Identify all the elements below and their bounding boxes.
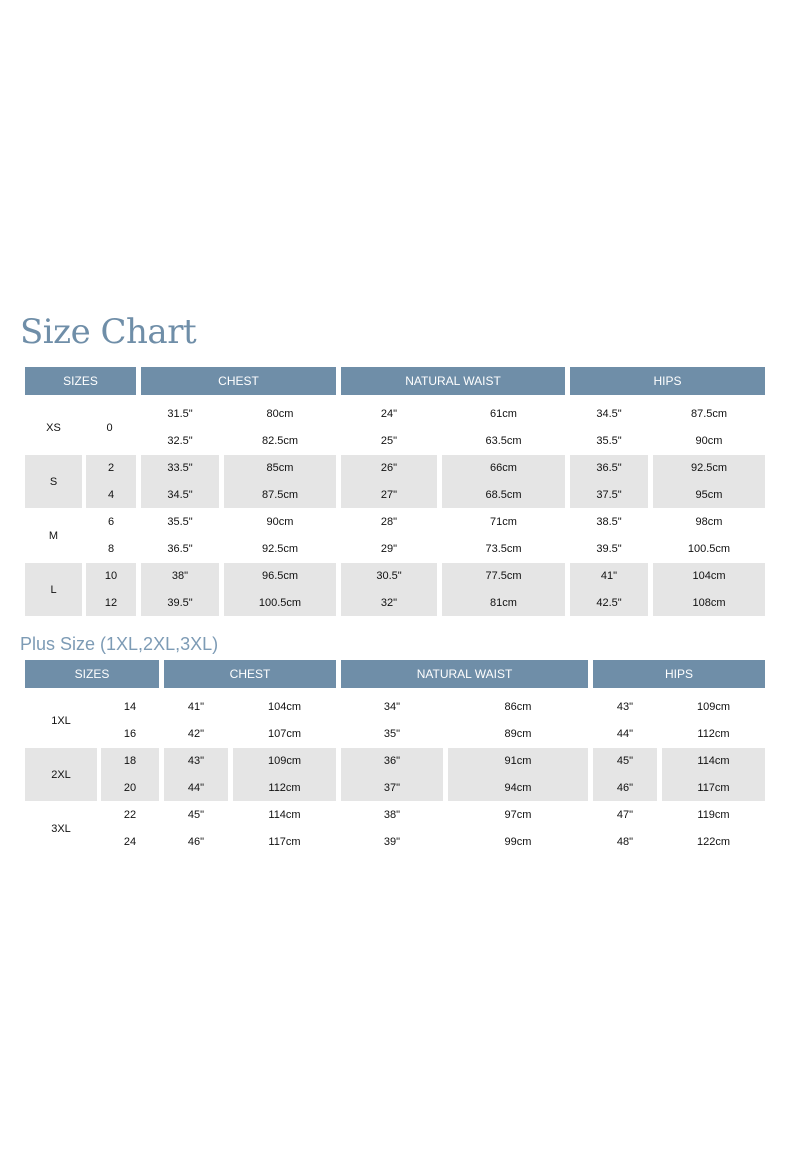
chest-cm: 80cm <box>266 408 294 421</box>
waist-inches: 25" <box>380 434 398 447</box>
chest-cm: 117cm <box>268 835 301 848</box>
waist-inches: 35" <box>383 727 401 740</box>
waist-inches: 26" <box>380 462 398 475</box>
hips-cm: 100.5cm <box>687 542 731 555</box>
size-label: 1XL <box>51 714 71 727</box>
waist-inches: 28" <box>380 516 398 529</box>
chest-cm: 92.5cm <box>261 542 299 555</box>
waist-cm: 68.5cm <box>485 488 522 501</box>
size-number: 14 <box>123 701 137 714</box>
hips-cm: 87.5cm <box>690 408 728 421</box>
plus-size-title: Plus Size (1XL,2XL,3XL) <box>20 634 219 654</box>
size-number: 4 <box>107 488 115 501</box>
chest-inches: 44" <box>187 781 205 794</box>
size-number: 24 <box>123 835 137 848</box>
hips-inches: 45" <box>616 755 634 768</box>
waist-cm: 63.5cm <box>485 434 522 447</box>
header-chest: CHEST <box>141 367 336 395</box>
size-label: L <box>50 583 57 596</box>
chest-cm: 114cm <box>268 809 301 822</box>
header-hips: HIPS <box>570 367 765 395</box>
chest-inches: 42" <box>187 727 205 740</box>
waist-inches: 24" <box>380 408 398 421</box>
waist-inches: 30.5" <box>376 570 402 583</box>
chest-cm: 96.5cm <box>261 570 299 583</box>
waist-cm: 97cm <box>504 809 532 822</box>
hips-inches: 46" <box>616 781 634 794</box>
waist-cm: 91cm <box>504 755 532 768</box>
chest-cm: 104cm <box>267 701 302 714</box>
hips-inches: 44" <box>616 727 634 740</box>
size-number: 20 <box>123 781 137 794</box>
chest-cm: 107cm <box>267 727 302 740</box>
size-number: 8 <box>107 542 115 555</box>
size-number: 12 <box>104 596 118 609</box>
size-label: 3XL <box>51 822 71 835</box>
chest-cm: 82.5cm <box>261 434 299 447</box>
chest-inches: 46" <box>187 835 205 848</box>
chest-inches: 36.5" <box>167 542 193 555</box>
hips-inches: 39.5" <box>596 542 622 555</box>
hips-inches: 47" <box>616 809 634 822</box>
hips-inches: 48" <box>616 835 634 848</box>
header-sizes: SIZES <box>25 660 159 688</box>
table-header <box>25 660 765 688</box>
size-row-s <box>25 455 765 508</box>
size-number: 18 <box>123 755 137 768</box>
hips-cm: 109cm <box>696 701 731 714</box>
size-row-1xl <box>25 694 765 747</box>
size-chart-table <box>25 367 765 616</box>
size-label: XS <box>46 421 61 434</box>
waist-cm: 61cm <box>490 408 517 421</box>
hips-cm: 117cm <box>697 781 730 794</box>
chest-inches: 41" <box>187 701 205 714</box>
size-row-m <box>25 509 765 562</box>
hips-inches: 36.5" <box>596 462 622 475</box>
size-number: 6 <box>107 516 115 529</box>
chest-inches: 31.5" <box>167 408 193 421</box>
hips-inches: 42.5" <box>596 596 622 609</box>
waist-cm: 94cm <box>504 781 532 794</box>
hips-inches: 34.5" <box>596 408 622 421</box>
header-natural-waist: NATURAL WAIST <box>341 367 565 395</box>
waist-inches: 29" <box>380 542 398 555</box>
header-hips: HIPS <box>593 660 765 688</box>
chest-inches: 34.5" <box>167 488 193 501</box>
hips-cm: 119cm <box>697 809 730 822</box>
hips-cm: 104cm <box>692 570 726 583</box>
chest-cm: 87.5cm <box>261 488 299 501</box>
waist-inches: 34" <box>383 701 401 714</box>
chest-cm: 100.5cm <box>258 596 302 609</box>
hips-cm: 92.5cm <box>690 462 728 475</box>
size-label: 2XL <box>51 768 71 781</box>
chest-cm: 109cm <box>267 755 302 768</box>
hips-cm: 98cm <box>695 516 723 529</box>
size-number: 22 <box>123 809 137 822</box>
chest-cm: 112cm <box>268 781 301 794</box>
chest-inches: 45" <box>187 809 205 822</box>
hips-cm: 114cm <box>697 755 730 768</box>
hips-inches: 38.5" <box>596 516 622 529</box>
size-label: M <box>48 529 59 542</box>
chest-inches: 43" <box>187 755 205 768</box>
size-number: 16 <box>123 727 137 740</box>
chest-inches: 39.5" <box>167 596 193 609</box>
hips-cm: 122cm <box>696 835 731 848</box>
waist-inches: 37" <box>383 781 401 794</box>
size-row-l <box>25 563 765 616</box>
hips-cm: 112cm <box>697 727 730 740</box>
hips-cm: 95cm <box>695 488 723 501</box>
waist-cm: 86cm <box>504 701 532 714</box>
plus-size-chart-table <box>25 660 765 855</box>
waist-cm: 99cm <box>504 835 532 848</box>
waist-cm: 81cm <box>490 596 517 609</box>
waist-cm: 71cm <box>490 516 517 529</box>
waist-inches: 38" <box>383 809 401 822</box>
header-chest: CHEST <box>164 660 336 688</box>
chest-cm: 90cm <box>266 516 294 529</box>
chest-inches: 32.5" <box>167 434 193 447</box>
page-title: Size Chart <box>20 312 197 352</box>
chest-inches: 35.5" <box>167 516 193 529</box>
header-natural-waist: NATURAL WAIST <box>341 660 588 688</box>
size-number: 0 <box>106 421 113 434</box>
hips-inches: 43" <box>616 701 634 714</box>
waist-inches: 39" <box>383 835 401 848</box>
waist-inches: 32" <box>380 596 398 609</box>
size-row-3xl <box>25 802 765 855</box>
table-header <box>25 367 765 395</box>
waist-inches: 36" <box>383 755 401 768</box>
hips-cm: 90cm <box>695 434 723 447</box>
size-label: S <box>49 475 58 488</box>
chest-cm: 85cm <box>266 462 294 475</box>
header-sizes: SIZES <box>25 367 136 395</box>
waist-cm: 77.5cm <box>485 570 522 583</box>
hips-inches: 37.5" <box>596 488 622 501</box>
size-number: 2 <box>107 462 115 475</box>
chest-inches: 38" <box>171 570 189 583</box>
size-row-xs <box>25 401 765 454</box>
waist-cm: 73.5cm <box>485 542 522 555</box>
chest-inches: 33.5" <box>167 462 193 475</box>
waist-cm: 66cm <box>490 462 517 475</box>
hips-cm: 108cm <box>692 596 726 609</box>
hips-inches: 41" <box>600 570 618 583</box>
waist-cm: 89cm <box>504 727 532 740</box>
size-row-2xl <box>25 748 765 801</box>
waist-inches: 27" <box>380 488 398 501</box>
hips-inches: 35.5" <box>596 434 622 447</box>
size-number: 10 <box>104 570 118 583</box>
